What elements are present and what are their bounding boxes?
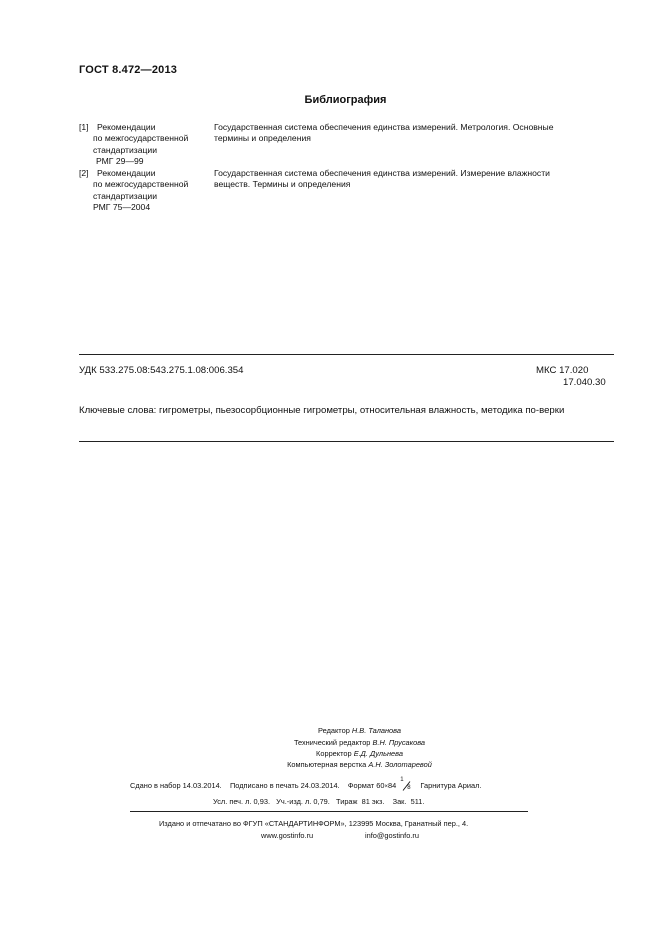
corrector-label: Корректор — [316, 749, 352, 758]
reference-source — [93, 168, 188, 213]
reference-description — [214, 122, 614, 145]
mks-codes — [536, 365, 606, 390]
editor-label: Редактор — [318, 726, 350, 735]
website-link[interactable]: www.gostinfo.ru — [261, 831, 314, 840]
reference-source-line: Рекомендации — [97, 122, 156, 132]
reference-description-line: веществ. Термины и определения — [214, 179, 351, 190]
fraction-numerator: 1 — [400, 777, 404, 784]
format-fraction — [398, 777, 414, 792]
keywords: Ключевые слова: гигрометры, пьезосорбционные гигрометры, относительная влажность, методика по-верки — [79, 405, 565, 416]
standard-header: ГОСТ 8.472—2013 — [79, 64, 178, 76]
layout-line — [0, 760, 661, 769]
format-label: Формат 60 — [347, 781, 385, 790]
typeset-date: Сдано в набор 14.03.2014. — [130, 781, 222, 790]
email-link[interactable]: info@gostinfo.ru — [365, 831, 419, 840]
corrector-name: Е.Д. Дульнева — [353, 749, 403, 758]
reference-source-line: РМГ 29—99 — [96, 155, 144, 166]
typeface: Гарнитура Ариал. — [420, 781, 482, 790]
signed-date: Подписано в печать 24.03.2014. — [229, 781, 340, 790]
corrector-line — [0, 749, 661, 758]
layout-label: Компьютерная верстка — [287, 760, 367, 769]
udk-code: УДК 533.275.08:543.275.1.08:006.354 — [79, 365, 244, 376]
tech-editor-name: В.Н. Прусакова — [372, 738, 426, 747]
publisher-line: Издано и отпечатано во ФГУП «СТАНДАРТИНФОРМ», 123995 Москва, Гранатный пер., 4. — [159, 819, 469, 828]
reference-description-line: термины и определения — [214, 133, 311, 144]
reference-description — [214, 168, 614, 191]
print-data-line — [130, 777, 482, 792]
mks-code-line: МКС 17.020 — [536, 365, 589, 376]
reference-source-line: РМГ 75—2004 — [93, 201, 151, 212]
reference-source-line: Рекомендации — [97, 168, 156, 178]
format-second: 84 — [387, 781, 397, 790]
tech-editor-label: Технический редактор — [293, 738, 371, 747]
reference-source-line: по межгосударственной — [93, 133, 189, 144]
editor-name: Н.В. Таланова — [351, 726, 401, 735]
imprint-divider — [130, 811, 528, 812]
reference-source-line: стандартизации — [93, 190, 158, 201]
reference-number: [1] — [79, 122, 89, 132]
reference-description-line: Государственная система обеспечения единства измерений. Метрология. Основные — [214, 122, 554, 132]
editor-line — [0, 726, 661, 735]
reference-source-line: по межгосударственной — [93, 179, 189, 190]
mks-code-line: 17.040.30 — [563, 377, 606, 389]
fraction-denominator: 8 — [407, 785, 411, 792]
tech-editor-line — [0, 738, 661, 747]
reference-source — [93, 122, 188, 167]
print-volume-line: Усл. печ. л. 0,93. Уч.-изд. л. 0,79. Тираж 81 экз. Зак. 511. — [213, 797, 425, 806]
layout-name: А.Н. Золотаревой — [368, 760, 432, 769]
reference-number: [2] — [79, 168, 89, 178]
divider-bottom — [79, 441, 614, 442]
reference-description-line: Государственная система обеспечения единства измерений. Измерение влажности — [214, 168, 550, 178]
reference-source-line: стандартизации — [93, 144, 158, 155]
divider-top — [79, 354, 614, 355]
format-times: × — [384, 784, 388, 790]
bibliography-title: Библиография — [304, 94, 387, 106]
